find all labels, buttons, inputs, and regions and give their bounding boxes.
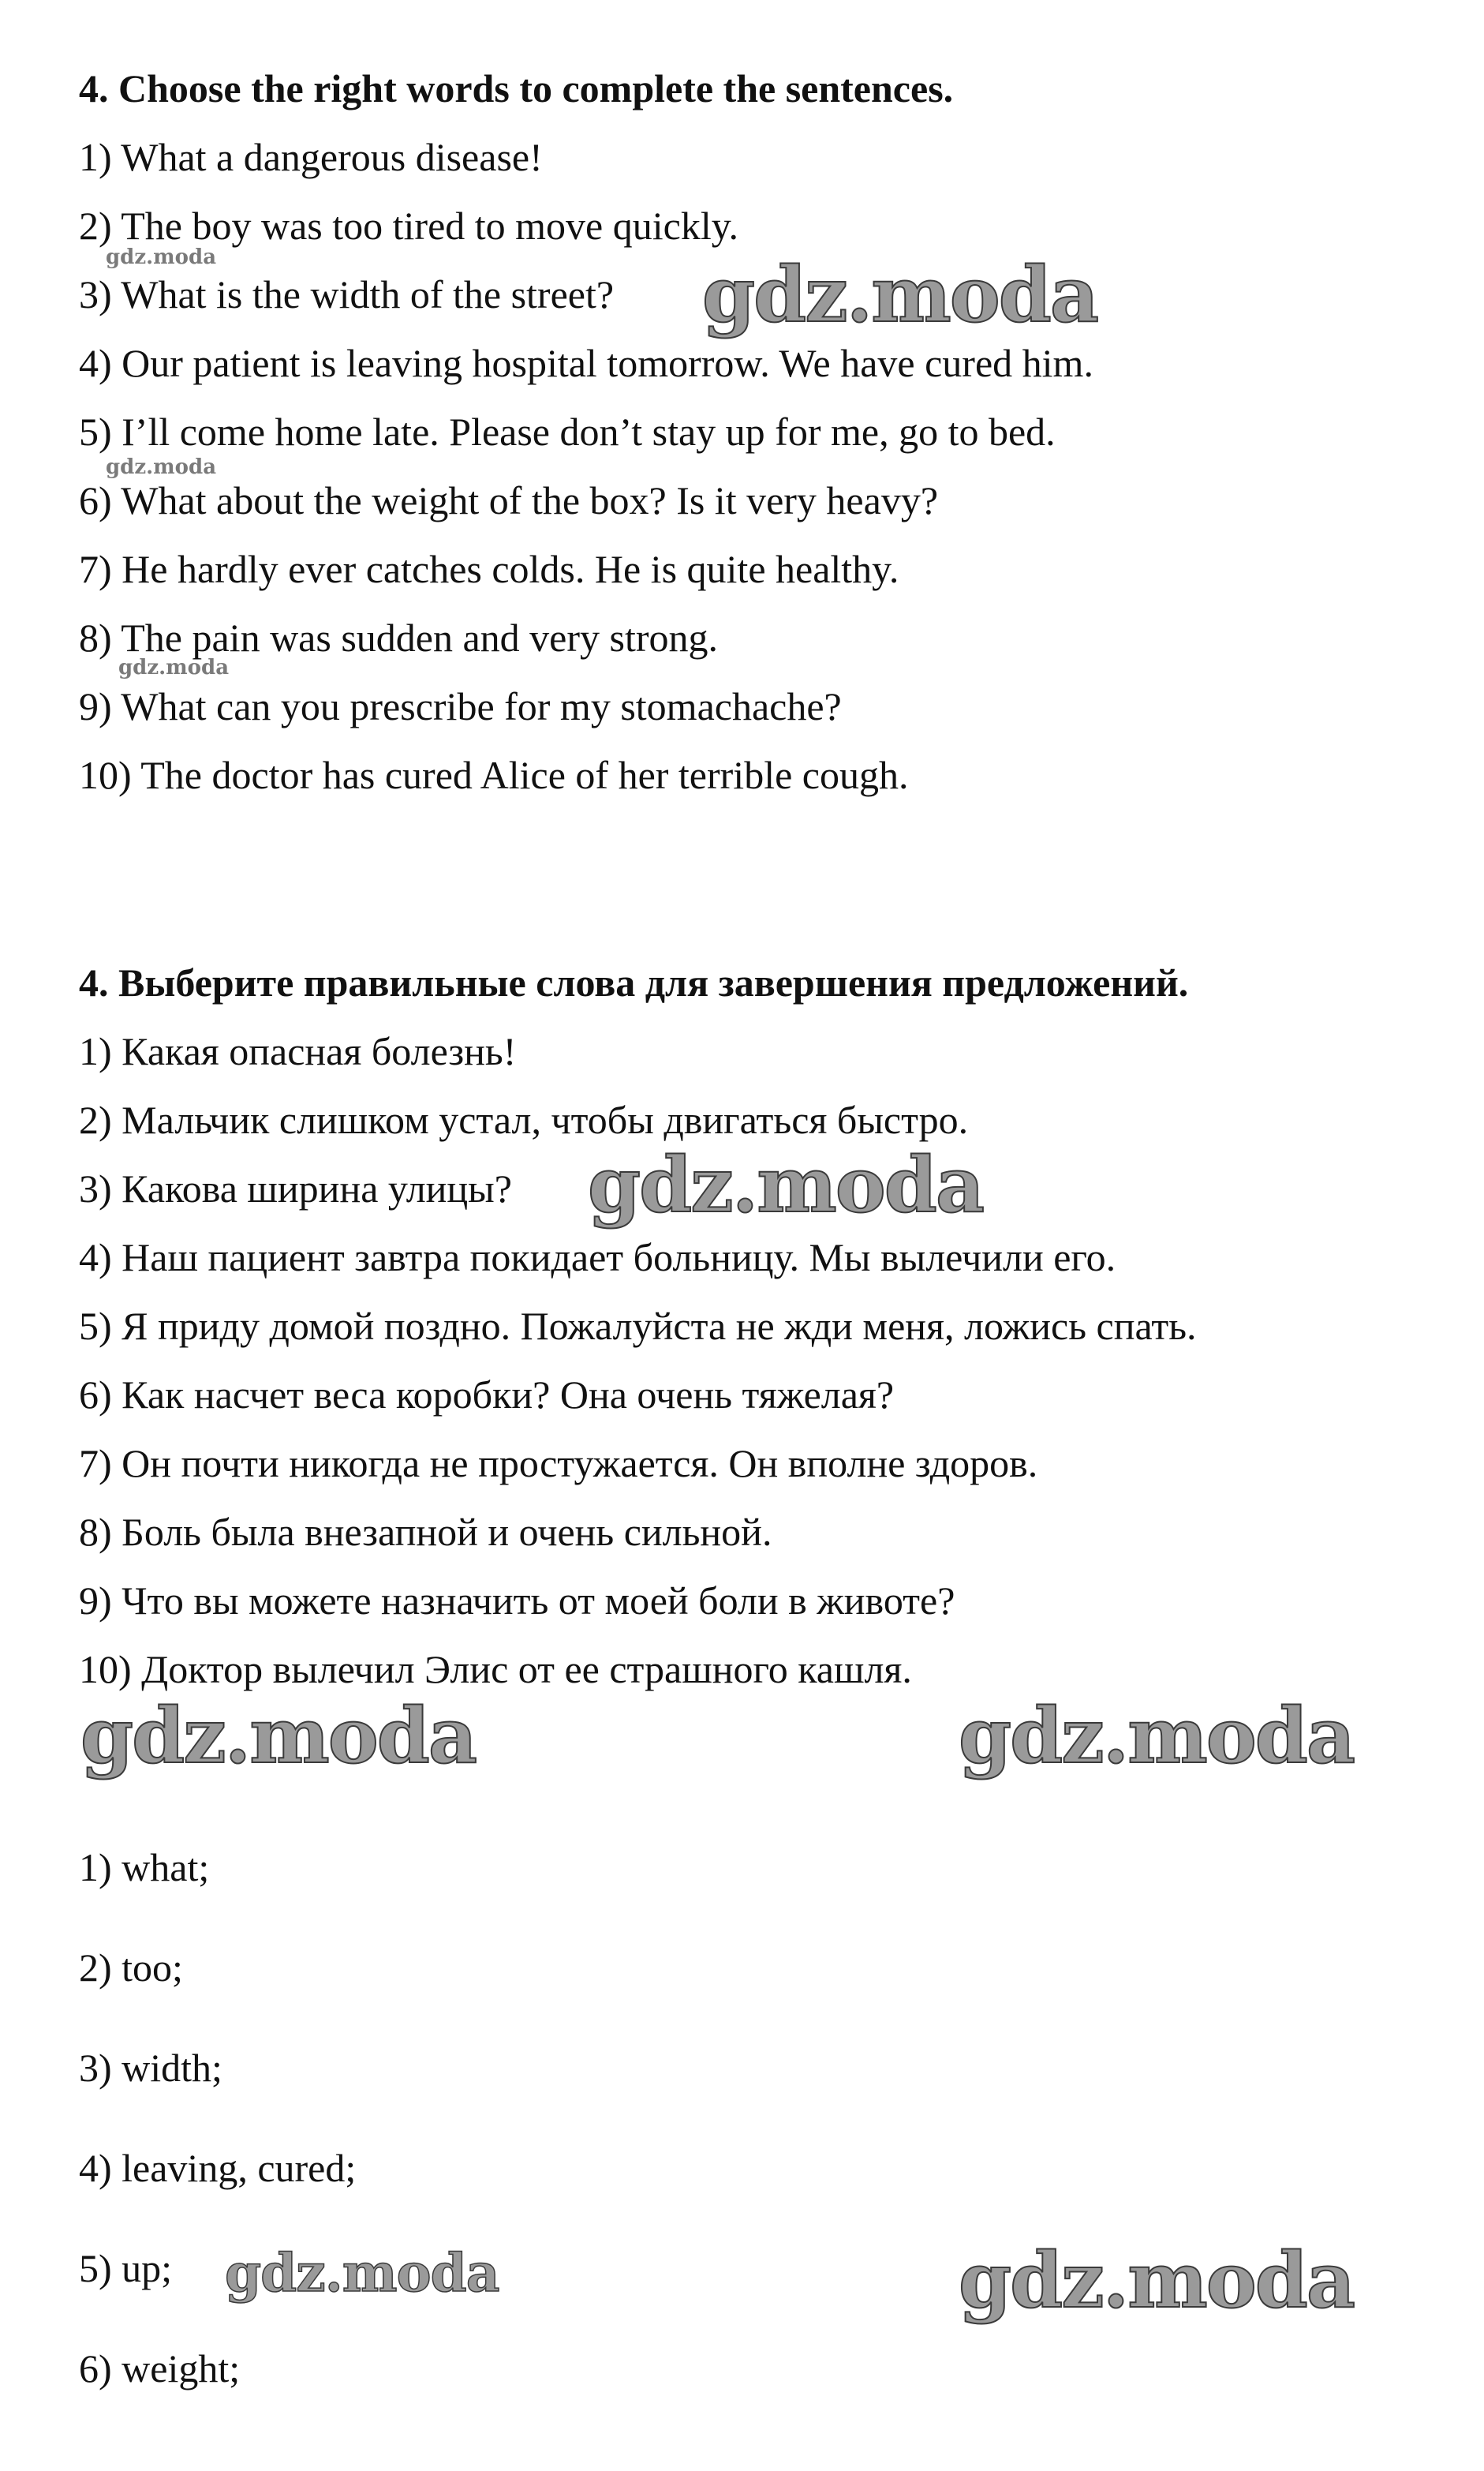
russian-item-6: 6) Как насчет веса коробки? Она очень тяжелая? bbox=[79, 1372, 895, 1417]
russian-item-2: 2) Мальчик слишком устал, чтобы двигаться быстро. bbox=[79, 1098, 969, 1142]
english-item-6: 6) What about the weight of the box? Is it very heavy? bbox=[79, 478, 939, 522]
english-item-8: 8) The pain was sudden and very strong. bbox=[79, 616, 719, 660]
russian-item-5: 5) Я приду домой поздно. Пожалуйста не жди меня, ложись спать. bbox=[79, 1304, 1197, 1348]
english-item-1: 1) What a dangerous disease! bbox=[79, 135, 543, 179]
russian-item-8: 8) Боль была внезапной и очень сильной. bbox=[79, 1510, 772, 1554]
english-item-7: 7) He hardly ever catches colds. He is quite healthy. bbox=[79, 547, 899, 591]
russian-item-4: 4) Наш пациент завтра покидает больницу. Мы вылечили его. bbox=[79, 1235, 1116, 1279]
watermark-small: gdz.moda bbox=[106, 245, 217, 269]
watermark-large: gdz.moda bbox=[588, 1140, 984, 1230]
watermark-large: gdz.moda bbox=[702, 250, 1098, 339]
answer-2: 2) too; bbox=[79, 1945, 183, 1990]
russian-item-3: 3) Какова ширина улицы? bbox=[79, 1166, 512, 1211]
watermark-large: gdz.moda bbox=[80, 1691, 477, 1780]
english-item-4: 4) Our patient is leaving hospital tomorrow. We have cured him. bbox=[79, 341, 1093, 385]
watermark-small: gdz.moda bbox=[106, 455, 217, 479]
watermark-large: gdz.moda bbox=[959, 1691, 1355, 1780]
russian-item-1: 1) Какая опасная болезнь! bbox=[79, 1029, 517, 1073]
english-heading: 4. Choose the right words to complete the sentences. bbox=[79, 66, 954, 110]
watermark-large: gdz.moda bbox=[959, 2236, 1355, 2325]
russian-item-10: 10) Доктор вылечил Элис от ее страшного кашля. bbox=[79, 1647, 912, 1691]
english-item-10: 10) The doctor has cured Alice of her terrible cough. bbox=[79, 753, 909, 797]
answer-5: 5) up; bbox=[79, 2246, 173, 2290]
watermark-medium: gdz.moda bbox=[225, 2242, 499, 2304]
english-item-3: 3) What is the width of the street? bbox=[79, 272, 615, 316]
russian-item-9: 9) Что вы можете назначить от моей боли в животе? bbox=[79, 1578, 955, 1623]
english-item-9: 9) What can you prescribe for my stomachache? bbox=[79, 684, 842, 728]
answer-4: 4) leaving, cured; bbox=[79, 2146, 357, 2190]
answer-3: 3) width; bbox=[79, 2046, 222, 2090]
russian-item-7: 7) Он почти никогда не простужается. Он вполне здоров. bbox=[79, 1441, 1038, 1485]
english-item-2: 2) The boy was too tired to move quickly. bbox=[79, 204, 738, 248]
answer-6: 6) weight; bbox=[79, 2346, 241, 2391]
watermark-small: gdz.moda bbox=[118, 656, 230, 680]
russian-heading: 4. Выберите правильные слова для завершения предложений. bbox=[79, 960, 1189, 1005]
english-item-5: 5) I’ll come home late. Please don’t stay up for me, go to bed. bbox=[79, 410, 1056, 454]
answer-1: 1) what; bbox=[79, 1845, 210, 1889]
